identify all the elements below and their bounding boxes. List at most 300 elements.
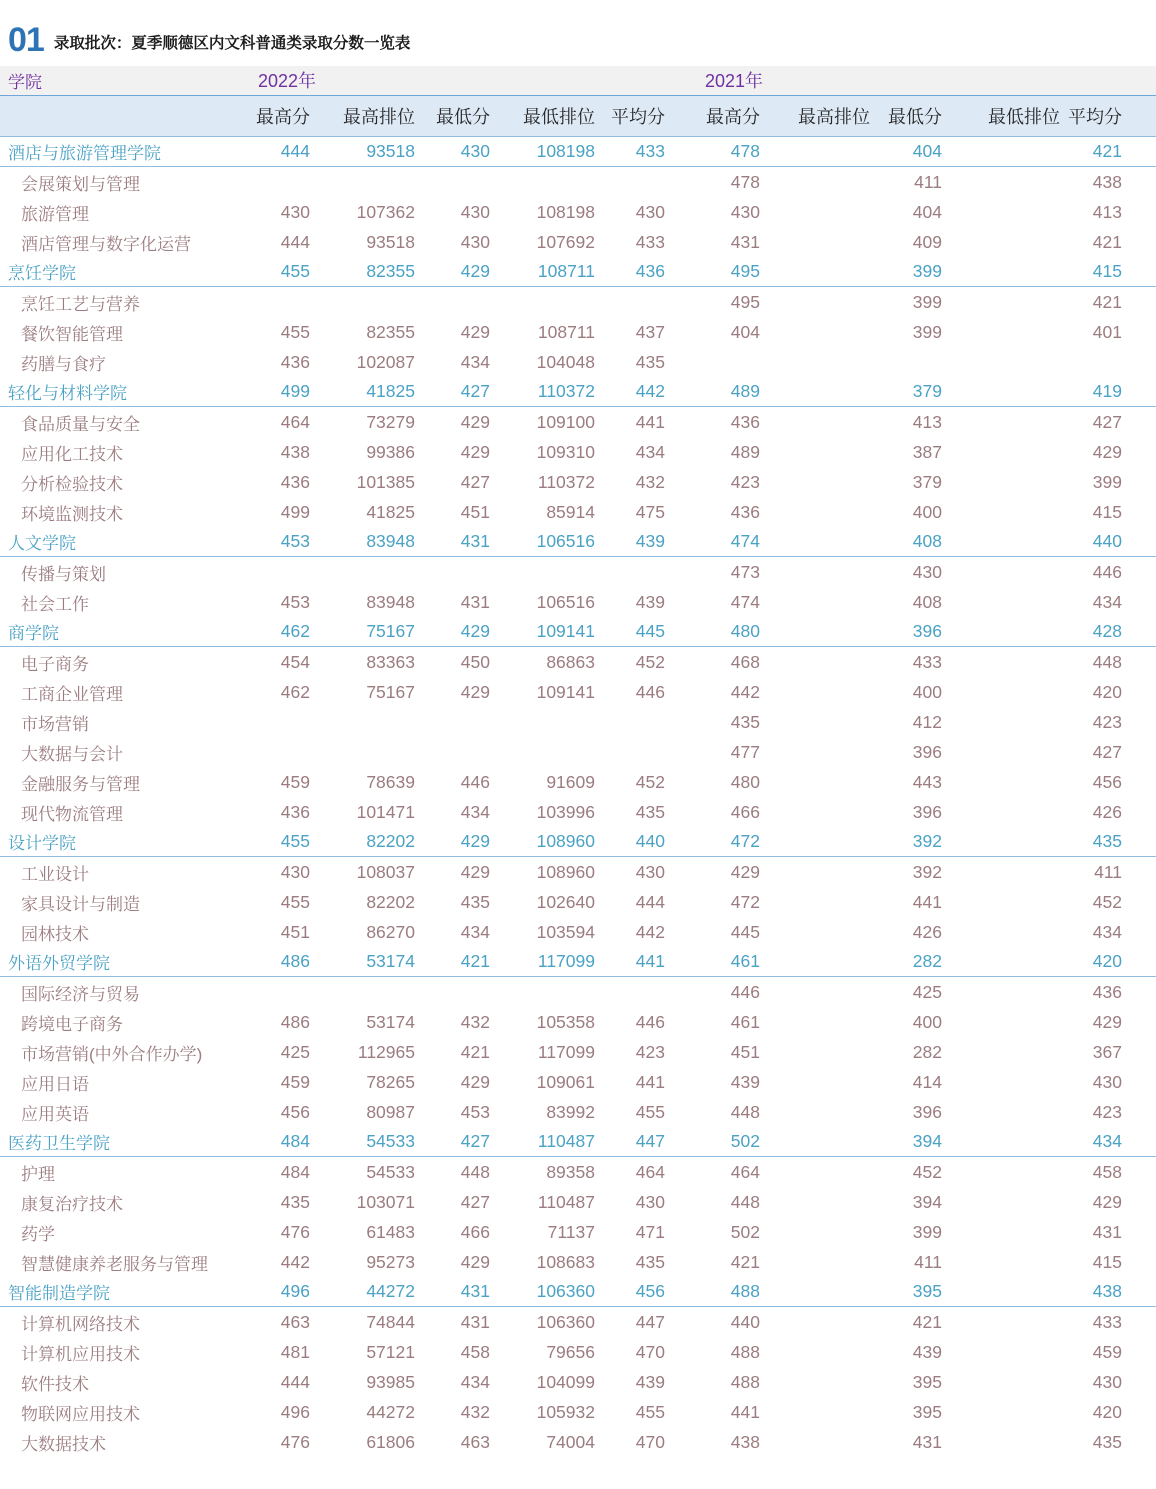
score-cell: 435	[635, 1251, 665, 1272]
major-name: 康复治疗技术	[21, 1194, 123, 1214]
score-cell: 439	[635, 531, 665, 551]
score-cell: 441	[912, 891, 942, 912]
major-name: 现代物流管理	[21, 804, 123, 824]
score-cell: 471	[635, 1221, 665, 1242]
score-cell: 472	[730, 891, 760, 912]
section-number-badge: 01	[8, 20, 44, 59]
score-cell: 448	[460, 1161, 490, 1182]
column-header-2022-0: 最高分	[256, 107, 310, 127]
table-row-major	[0, 857, 1156, 887]
score-cell: 439	[635, 1371, 665, 1392]
table-row-major	[0, 587, 1156, 617]
score-cell: 423	[1092, 1101, 1122, 1122]
score-cell: 455	[635, 1101, 665, 1122]
score-cell: 462	[280, 621, 310, 641]
table-row-major	[0, 707, 1156, 737]
score-cell: 489	[730, 441, 760, 462]
score-cell: 112965	[357, 1041, 415, 1062]
score-cell: 396	[912, 1101, 942, 1122]
score-cell: 83948	[366, 591, 415, 612]
table-row-major	[0, 917, 1156, 947]
table-row-major	[0, 1397, 1156, 1427]
table-body	[0, 137, 1156, 1457]
major-name: 工商企业管理	[21, 684, 123, 704]
score-cell: 394	[912, 1131, 942, 1151]
score-cell: 423	[730, 471, 760, 492]
table-row-major	[0, 1217, 1156, 1247]
score-cell: 427	[460, 1131, 490, 1151]
score-cell: 75167	[366, 621, 415, 641]
score-cell: 108711	[537, 321, 595, 342]
score-cell: 107362	[356, 201, 415, 222]
score-cell: 109310	[536, 441, 595, 462]
score-cell: 431	[460, 591, 490, 612]
score-cell: 444	[280, 231, 310, 252]
table-row-major	[0, 647, 1156, 677]
score-cell: 426	[912, 921, 942, 942]
score-cell: 408	[912, 531, 942, 551]
table-row-major	[0, 737, 1156, 767]
major-name: 智慧健康养老服务与管理	[21, 1254, 208, 1274]
score-cell: 106516	[536, 531, 595, 551]
score-cell: 436	[730, 501, 760, 522]
major-name: 药学	[21, 1224, 55, 1244]
score-cell: 430	[635, 1191, 665, 1212]
year-2021-label: 2021年	[705, 71, 764, 91]
score-cell: 427	[460, 381, 490, 401]
score-cell: 427	[1092, 741, 1122, 762]
table-row-major	[0, 1307, 1156, 1337]
score-cell: 404	[730, 321, 760, 342]
score-cell: 420	[1092, 951, 1122, 971]
major-name: 旅游管理	[21, 204, 89, 224]
college-column-header: 学院	[8, 73, 42, 92]
score-cell: 436	[280, 801, 310, 822]
score-cell: 434	[460, 921, 490, 942]
table-row-college	[0, 257, 1156, 287]
score-cell: 44272	[366, 1401, 415, 1422]
score-cell: 431	[912, 1431, 942, 1452]
score-cell: 448	[730, 1101, 760, 1122]
college-name: 酒店与旅游管理学院	[8, 144, 161, 163]
major-name: 大数据技术	[21, 1434, 106, 1454]
score-cell: 438	[730, 1431, 760, 1452]
score-cell: 438	[1092, 171, 1122, 192]
score-cell: 109061	[536, 1071, 595, 1092]
score-cell: 400	[912, 501, 942, 522]
score-cell: 432	[460, 1401, 490, 1422]
score-cell: 379	[912, 471, 942, 492]
score-cell: 61483	[366, 1221, 415, 1242]
score-cell: 429	[460, 411, 490, 432]
score-cell: 435	[635, 801, 665, 822]
score-cell: 93985	[366, 1371, 415, 1392]
score-cell: 470	[635, 1431, 665, 1452]
score-cell: 107692	[536, 231, 595, 252]
table-row-major	[0, 1337, 1156, 1367]
score-cell: 439	[912, 1341, 942, 1362]
column-header-2021-3: 最低排位	[988, 107, 1060, 127]
score-cell: 429	[1092, 441, 1122, 462]
score-cell: 431	[460, 1311, 490, 1332]
table-row-major	[0, 167, 1156, 197]
score-cell: 488	[730, 1341, 760, 1362]
score-cell: 459	[280, 771, 310, 792]
score-cell: 429	[460, 321, 490, 342]
column-header-row	[0, 96, 1156, 137]
major-name: 工业设计	[21, 864, 89, 884]
score-cell: 399	[1092, 471, 1122, 492]
score-cell: 436	[280, 471, 310, 492]
score-cell: 79656	[546, 1341, 595, 1362]
table-row-major	[0, 347, 1156, 377]
score-cell: 436	[280, 351, 310, 372]
score-cell: 441	[635, 411, 665, 432]
score-cell: 473	[730, 561, 760, 582]
score-cell: 430	[280, 201, 310, 222]
score-cell: 434	[460, 351, 490, 372]
score-cell: 73279	[366, 411, 415, 432]
score-cell: 480	[730, 621, 760, 641]
score-cell: 110487	[537, 1191, 595, 1212]
score-cell: 447	[635, 1311, 665, 1332]
score-cell: 433	[912, 651, 942, 672]
table-row-major	[0, 1037, 1156, 1067]
score-cell: 411	[914, 171, 942, 192]
score-cell: 109141	[536, 681, 595, 702]
table-row-college	[0, 137, 1156, 167]
score-cell: 421	[460, 951, 490, 971]
score-cell: 106360	[536, 1281, 595, 1301]
score-cell: 441	[635, 1071, 665, 1092]
table-row-major	[0, 497, 1156, 527]
score-cell: 447	[635, 1131, 665, 1151]
score-cell: 450	[460, 651, 490, 672]
score-cell: 459	[280, 1071, 310, 1092]
score-cell: 435	[1092, 831, 1122, 851]
score-cell: 395	[912, 1371, 942, 1392]
major-name: 应用英语	[21, 1104, 89, 1124]
score-cell: 53174	[366, 951, 415, 971]
score-cell: 425	[280, 1041, 310, 1062]
college-name: 医药卫生学院	[8, 1134, 110, 1153]
score-cell: 411	[1094, 861, 1122, 882]
score-cell: 44272	[366, 1281, 415, 1301]
score-cell: 496	[280, 1281, 310, 1301]
score-cell: 446	[730, 981, 760, 1002]
year-2022-label: 2022年	[258, 71, 317, 91]
score-cell: 453	[280, 531, 310, 551]
score-cell: 438	[1092, 1281, 1122, 1301]
score-cell: 453	[460, 1101, 490, 1122]
score-cell: 442	[730, 681, 760, 702]
major-name: 护理	[21, 1164, 55, 1184]
column-header-2021-4: 平均分	[1068, 107, 1122, 127]
score-cell: 57121	[366, 1341, 415, 1362]
table-row-major	[0, 1067, 1156, 1097]
score-cell: 387	[912, 441, 942, 462]
score-cell: 459	[1092, 1341, 1122, 1362]
score-cell: 101385	[356, 471, 415, 492]
score-cell: 105358	[536, 1011, 595, 1032]
table-row-major	[0, 1187, 1156, 1217]
college-name: 烹饪学院	[8, 264, 76, 283]
score-cell: 412	[912, 711, 942, 732]
score-cell: 425	[912, 981, 942, 1002]
score-cell: 396	[912, 741, 942, 762]
score-cell: 415	[1092, 1251, 1122, 1272]
table-row-major	[0, 317, 1156, 347]
score-cell: 102640	[536, 891, 595, 912]
score-cell: 502	[730, 1221, 760, 1242]
score-cell: 486	[280, 951, 310, 971]
major-name: 家具设计与制造	[21, 894, 140, 914]
score-cell: 421	[460, 1041, 490, 1062]
score-cell: 489	[730, 381, 760, 401]
score-cell: 400	[912, 681, 942, 702]
score-cell: 502	[730, 1131, 760, 1151]
score-cell: 109141	[536, 621, 595, 641]
score-cell: 82355	[366, 321, 415, 342]
score-cell: 441	[730, 1401, 760, 1422]
score-cell: 429	[460, 621, 490, 641]
major-name: 跨境电子商务	[21, 1014, 123, 1034]
score-cell: 436	[1092, 981, 1122, 1002]
score-cell: 427	[1092, 411, 1122, 432]
score-cell: 439	[730, 1071, 760, 1092]
table-row-major	[0, 407, 1156, 437]
score-cell: 86863	[546, 651, 595, 672]
score-cell: 456	[280, 1101, 310, 1122]
score-cell: 499	[280, 381, 310, 401]
table-row-major	[0, 557, 1156, 587]
score-cell: 442	[635, 921, 665, 942]
score-cell: 464	[730, 1161, 760, 1182]
score-cell: 421	[912, 1311, 942, 1332]
college-name: 人文学院	[8, 534, 76, 553]
score-cell: 476	[280, 1221, 310, 1242]
score-cell: 436	[635, 261, 665, 281]
score-cell: 411	[914, 1251, 942, 1272]
column-header-2022-3: 最低排位	[523, 107, 595, 127]
score-cell: 430	[1092, 1071, 1122, 1092]
table-row-major	[0, 197, 1156, 227]
table-row-major	[0, 1427, 1156, 1457]
score-cell: 434	[1092, 591, 1122, 612]
score-cell: 442	[280, 1251, 310, 1272]
score-cell: 435	[730, 711, 760, 732]
score-cell: 430	[635, 861, 665, 882]
score-cell: 463	[280, 1311, 310, 1332]
score-cell: 421	[1092, 141, 1122, 161]
college-name: 商学院	[8, 624, 59, 643]
score-cell: 429	[460, 441, 490, 462]
major-name: 会展策划与管理	[21, 174, 140, 194]
score-cell: 110372	[537, 381, 595, 401]
score-cell: 451	[730, 1041, 760, 1062]
score-cell: 470	[635, 1341, 665, 1362]
score-cell: 430	[280, 861, 310, 882]
score-cell: 464	[635, 1161, 665, 1182]
score-cell: 392	[912, 861, 942, 882]
score-cell: 440	[635, 831, 665, 851]
score-cell: 401	[1092, 321, 1122, 342]
score-cell: 395	[912, 1281, 942, 1301]
score-cell: 432	[635, 471, 665, 492]
score-cell: 83992	[546, 1101, 595, 1122]
table-row-major	[0, 1097, 1156, 1127]
score-cell: 455	[280, 891, 310, 912]
score-cell: 496	[280, 1401, 310, 1422]
score-cell: 435	[635, 351, 665, 372]
score-cell: 429	[1092, 1011, 1122, 1032]
table-row-major	[0, 287, 1156, 317]
score-cell: 453	[280, 591, 310, 612]
page-title: 录取批次：夏季顺德区内文科普通类录取分数一览表	[53, 35, 411, 52]
score-cell: 436	[730, 411, 760, 432]
score-cell: 443	[912, 771, 942, 792]
score-cell: 434	[460, 1371, 490, 1392]
column-header-2021-0: 最高分	[706, 107, 760, 127]
score-cell: 452	[635, 771, 665, 792]
major-name: 传播与策划	[21, 564, 106, 584]
score-cell: 476	[280, 1431, 310, 1452]
score-cell: 108960	[536, 831, 595, 851]
score-cell: 478	[730, 171, 760, 192]
table-row-college	[0, 1277, 1156, 1307]
score-cell: 85914	[546, 501, 595, 522]
score-cell: 108198	[536, 201, 595, 222]
score-cell: 104099	[536, 1371, 595, 1392]
table-row-college	[0, 947, 1156, 977]
column-header-2022-2: 最低分	[436, 107, 490, 127]
score-cell: 86270	[366, 921, 415, 942]
score-cell: 433	[1092, 1311, 1122, 1332]
score-cell: 478	[730, 141, 760, 161]
score-cell: 419	[1092, 381, 1122, 401]
major-name: 软件技术	[21, 1374, 89, 1394]
table-row-major	[0, 467, 1156, 497]
college-name: 外语外贸学院	[8, 954, 110, 973]
score-cell: 82202	[366, 831, 415, 851]
score-cell: 458	[460, 1341, 490, 1362]
score-cell: 431	[460, 1281, 490, 1301]
score-cell: 106360	[536, 1311, 595, 1332]
score-cell: 438	[280, 441, 310, 462]
score-cell: 454	[280, 651, 310, 672]
score-cell: 415	[1092, 261, 1122, 281]
score-cell: 463	[460, 1431, 490, 1452]
score-cell: 421	[1092, 291, 1122, 312]
score-cell: 282	[912, 1041, 942, 1062]
score-cell: 455	[280, 261, 310, 281]
column-header-2021-1: 最高排位	[798, 107, 870, 127]
score-cell: 108198	[536, 141, 595, 161]
score-cell: 396	[912, 621, 942, 641]
score-cell: 477	[730, 741, 760, 762]
score-cell: 488	[730, 1281, 760, 1301]
score-cell: 74844	[366, 1311, 415, 1332]
score-cell: 104048	[536, 351, 595, 372]
score-cell: 71137	[547, 1221, 595, 1242]
score-cell: 426	[1092, 801, 1122, 822]
major-name: 市场营销	[21, 714, 89, 734]
table-row-major	[0, 797, 1156, 827]
score-cell: 431	[730, 231, 760, 252]
score-cell: 474	[730, 531, 760, 551]
score-cell: 461	[730, 1011, 760, 1032]
score-cell: 110487	[537, 1131, 595, 1151]
score-cell: 61806	[366, 1431, 415, 1452]
score-cell: 399	[912, 291, 942, 312]
score-cell: 93518	[366, 141, 415, 161]
score-cell: 434	[1092, 921, 1122, 942]
score-cell: 54533	[366, 1161, 415, 1182]
score-cell: 413	[912, 411, 942, 432]
score-cell: 91609	[546, 771, 595, 792]
major-name: 计算机网络技术	[21, 1314, 140, 1334]
major-name: 物联网应用技术	[21, 1404, 140, 1424]
score-cell: 495	[730, 291, 760, 312]
score-cell: 414	[912, 1071, 942, 1092]
score-cell: 433	[635, 141, 665, 161]
score-cell: 78639	[366, 771, 415, 792]
score-cell: 466	[730, 801, 760, 822]
score-cell: 106516	[536, 591, 595, 612]
score-cell: 452	[912, 1161, 942, 1182]
score-cell: 445	[635, 621, 665, 641]
score-cell: 481	[280, 1341, 310, 1362]
score-cell: 444	[280, 141, 310, 161]
score-cell: 461	[730, 951, 760, 971]
score-cell: 379	[912, 381, 942, 401]
score-cell: 446	[460, 771, 490, 792]
score-cell: 451	[460, 501, 490, 522]
score-cell: 495	[730, 261, 760, 281]
score-cell: 448	[1092, 651, 1122, 672]
score-cell: 395	[912, 1401, 942, 1422]
year-header-row	[0, 66, 1156, 96]
table-row-major	[0, 1007, 1156, 1037]
score-cell: 434	[1092, 1131, 1122, 1151]
table-row-major	[0, 767, 1156, 797]
score-cell: 82355	[366, 261, 415, 281]
major-name: 市场营销(中外合作办学)	[21, 1044, 203, 1064]
score-cell: 430	[460, 201, 490, 222]
score-cell: 399	[912, 321, 942, 342]
score-cell: 409	[912, 231, 942, 252]
page-header	[0, 0, 1156, 66]
score-cell: 95273	[366, 1251, 415, 1272]
score-cell: 83363	[366, 651, 415, 672]
score-cell: 415	[1092, 501, 1122, 522]
score-cell: 433	[635, 231, 665, 252]
score-cell: 446	[635, 681, 665, 702]
score-cell: 455	[280, 831, 310, 851]
major-name: 大数据与会计	[21, 744, 123, 764]
score-cell: 462	[280, 681, 310, 702]
score-cell: 404	[912, 141, 942, 161]
score-cell: 396	[912, 801, 942, 822]
score-cell: 423	[1092, 711, 1122, 732]
major-name: 环境监测技术	[21, 504, 123, 524]
score-cell: 448	[730, 1191, 760, 1212]
table-row-college	[0, 827, 1156, 857]
score-cell: 408	[912, 591, 942, 612]
table-row-major	[0, 1247, 1156, 1277]
score-cell: 451	[280, 921, 310, 942]
score-cell: 108683	[536, 1251, 595, 1272]
